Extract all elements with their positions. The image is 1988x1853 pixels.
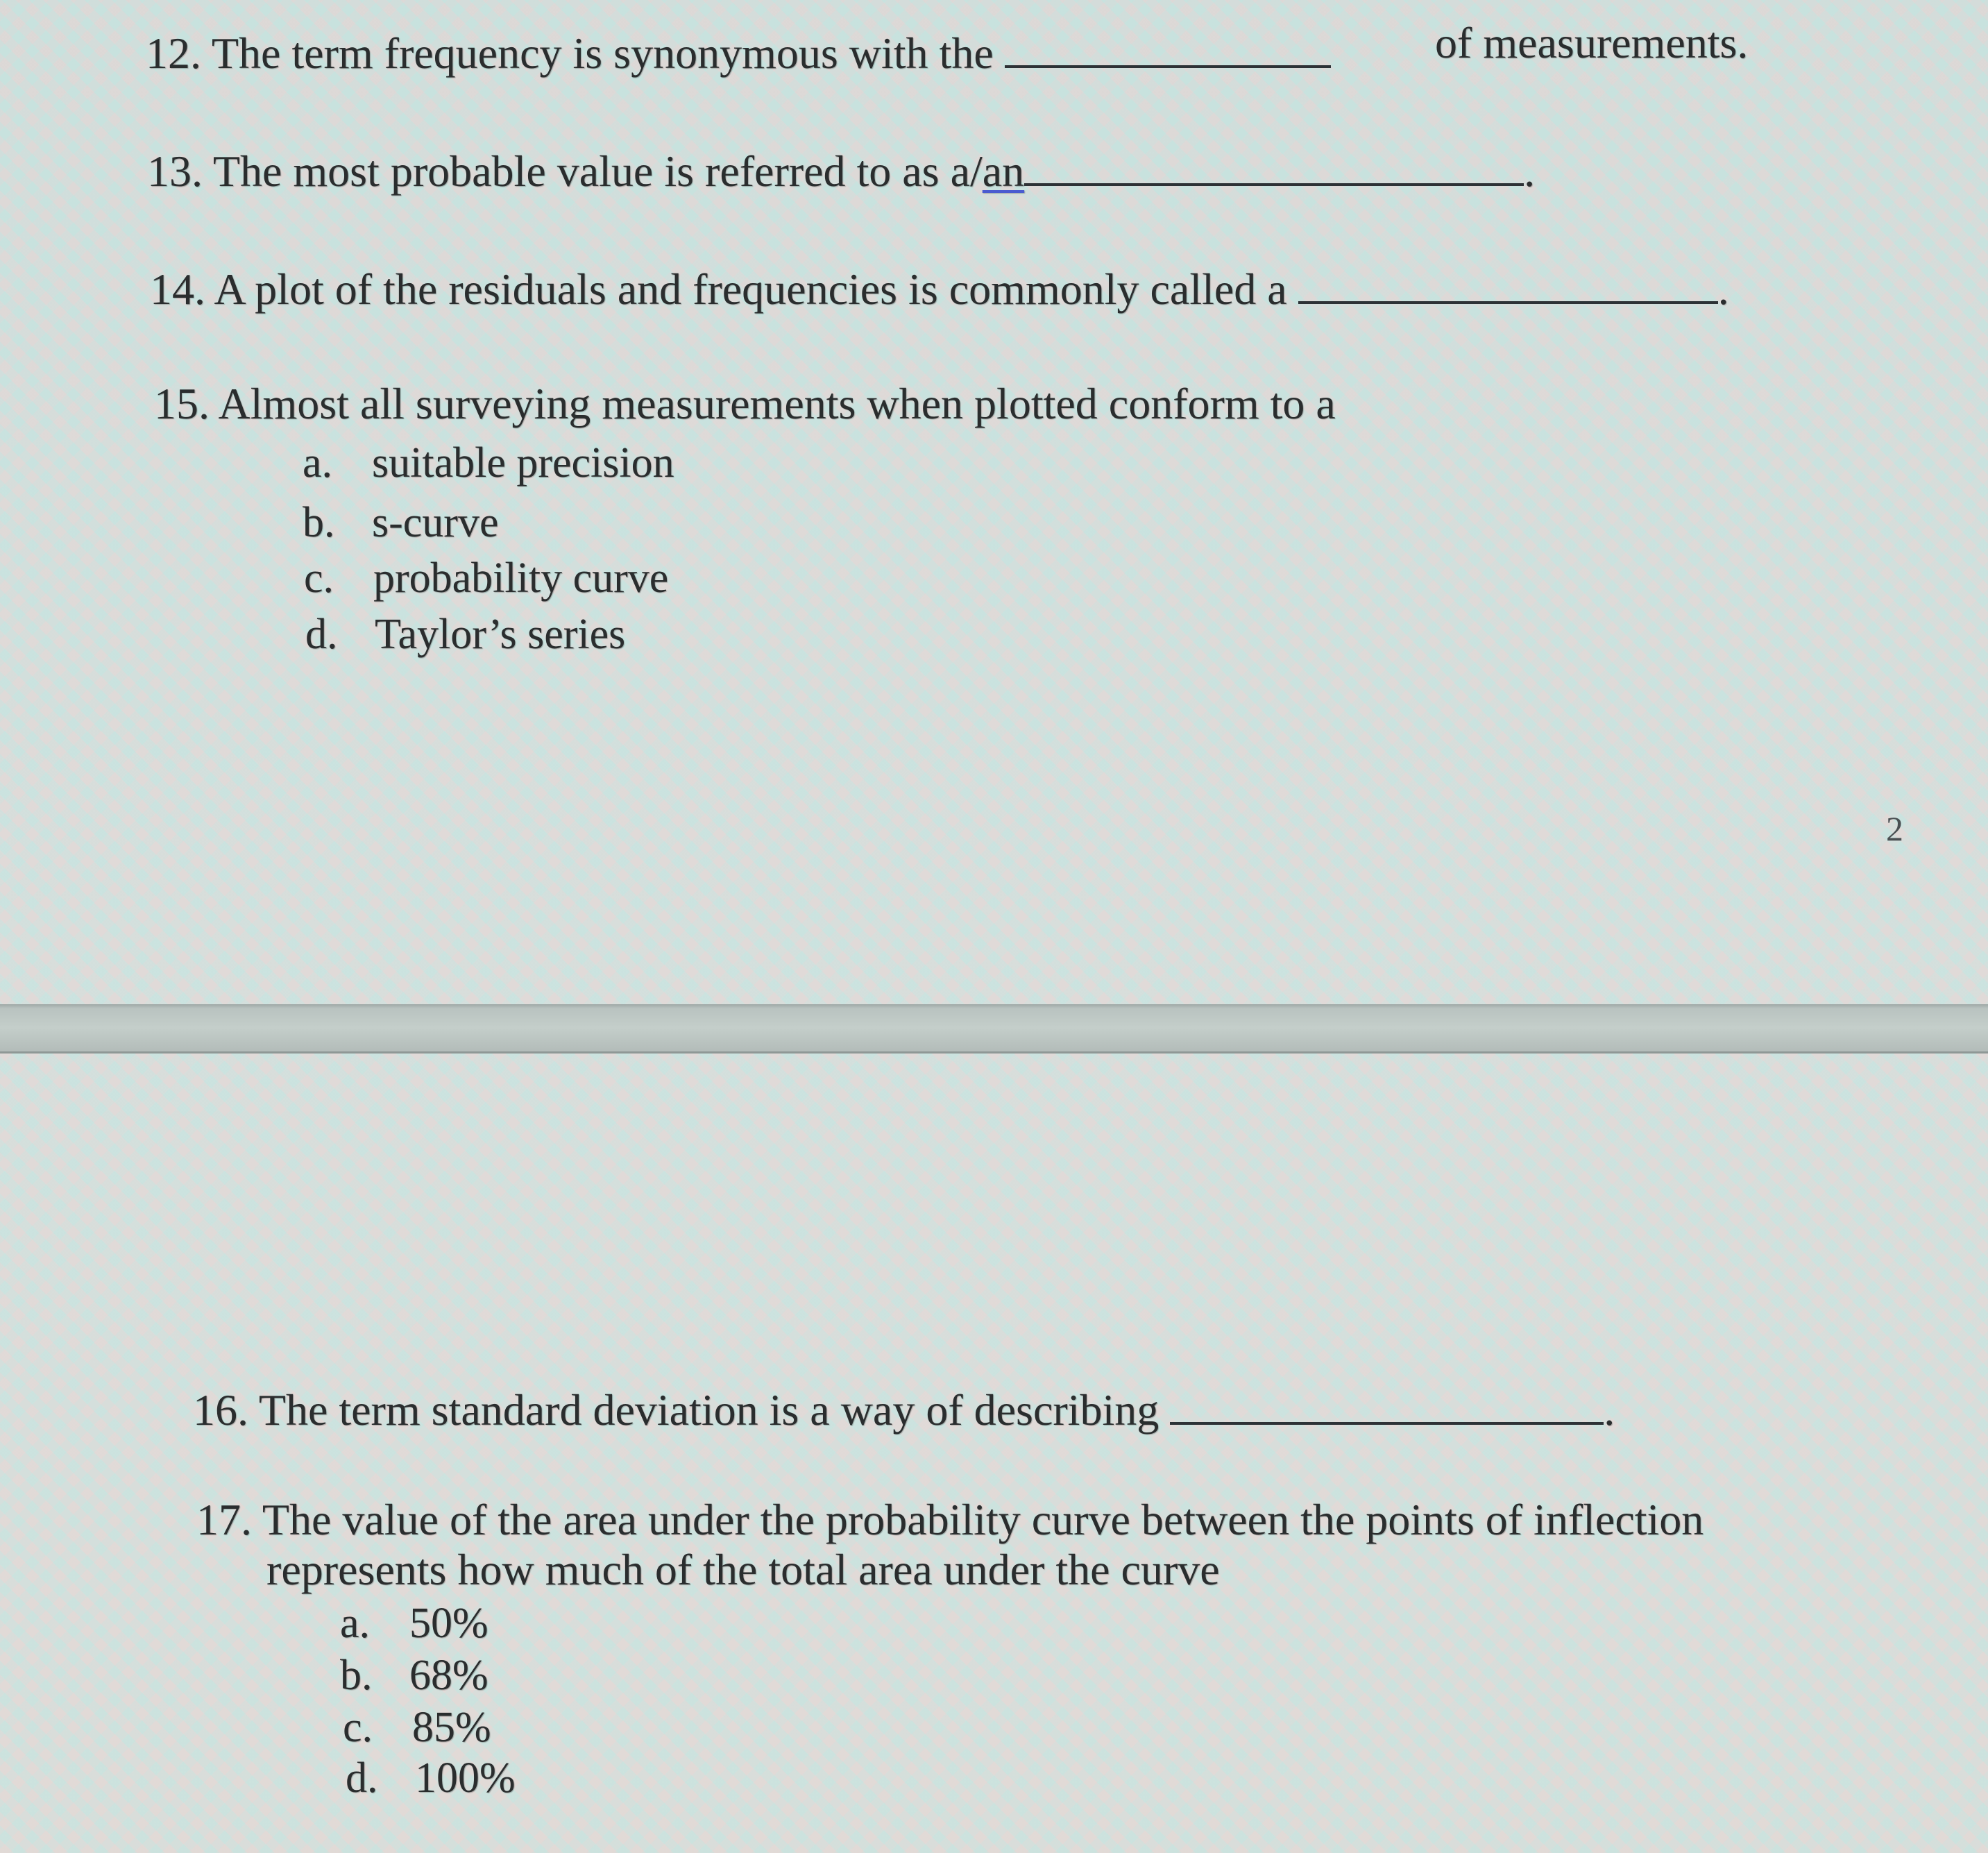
question-number: 13.: [147, 146, 203, 196]
option-b[interactable]: [340, 1654, 488, 1697]
option-letter: d.: [305, 611, 338, 658]
question-number: 15.: [154, 379, 210, 428]
option-letter: c.: [343, 1704, 373, 1751]
option-label: Taylor’s series: [375, 611, 626, 658]
option-label: suitable precision: [372, 439, 674, 486]
question-text: The term frequency is synonymous with the: [211, 28, 994, 78]
option-label: 85%: [412, 1704, 491, 1751]
option-c[interactable]: [304, 557, 668, 600]
option-letter: a.: [303, 439, 333, 486]
option-label: 100%: [415, 1754, 516, 1802]
answer-blank[interactable]: [1298, 301, 1718, 304]
period: .: [1717, 264, 1729, 314]
option-label: probability curve: [373, 555, 669, 602]
question-text: A plot of the residuals and frequencies is commonly called a: [214, 264, 1287, 314]
question-12-suffix: of measurements.: [1435, 18, 1749, 67]
question-text-line-1: The value of the area under the probability curve between the points of inflection: [262, 1495, 1704, 1544]
question-number: 17.: [196, 1495, 252, 1544]
option-d[interactable]: [305, 613, 625, 656]
answer-blank[interactable]: [1024, 183, 1524, 186]
question-text: The most probable value is referred to as a/: [212, 146, 983, 196]
option-letter: c.: [304, 555, 334, 602]
question-number: 16.: [193, 1385, 248, 1435]
answer-blank[interactable]: [1170, 1421, 1604, 1425]
question-14: [150, 264, 1729, 314]
option-label: 68%: [409, 1652, 488, 1699]
option-label: s-curve: [372, 499, 499, 546]
document-page-3: [0, 1054, 1988, 1853]
spellcheck-underlined-word: an: [982, 146, 1025, 196]
question-15: [154, 379, 1336, 428]
question-12: [146, 28, 1331, 78]
option-letter: b.: [303, 499, 335, 546]
option-letter: b.: [340, 1652, 373, 1699]
question-17-continued: represents how much of the total area under the curve: [266, 1545, 1220, 1594]
answer-blank[interactable]: [1005, 65, 1331, 68]
question-number: 12.: [146, 28, 201, 78]
page-break-divider: [0, 1004, 1988, 1054]
option-a[interactable]: [340, 1602, 488, 1645]
option-d[interactable]: [346, 1754, 516, 1802]
option-b[interactable]: [303, 501, 498, 544]
question-text: Almost all surveying measurements when plotted conform to a: [218, 379, 1336, 428]
question-17: [196, 1495, 1704, 1544]
question-text: The term standard deviation is a way of describing: [258, 1385, 1159, 1435]
option-letter: a.: [340, 1600, 371, 1647]
period: .: [1524, 146, 1536, 196]
option-letter: d.: [346, 1754, 378, 1802]
option-c[interactable]: [343, 1706, 491, 1749]
question-number: 14.: [150, 264, 205, 314]
option-label: 50%: [409, 1600, 488, 1647]
page-number: 2: [1886, 809, 1903, 848]
option-a[interactable]: [303, 441, 674, 484]
period: .: [1604, 1385, 1615, 1435]
question-13: [147, 146, 1536, 196]
question-16: [193, 1385, 1615, 1435]
